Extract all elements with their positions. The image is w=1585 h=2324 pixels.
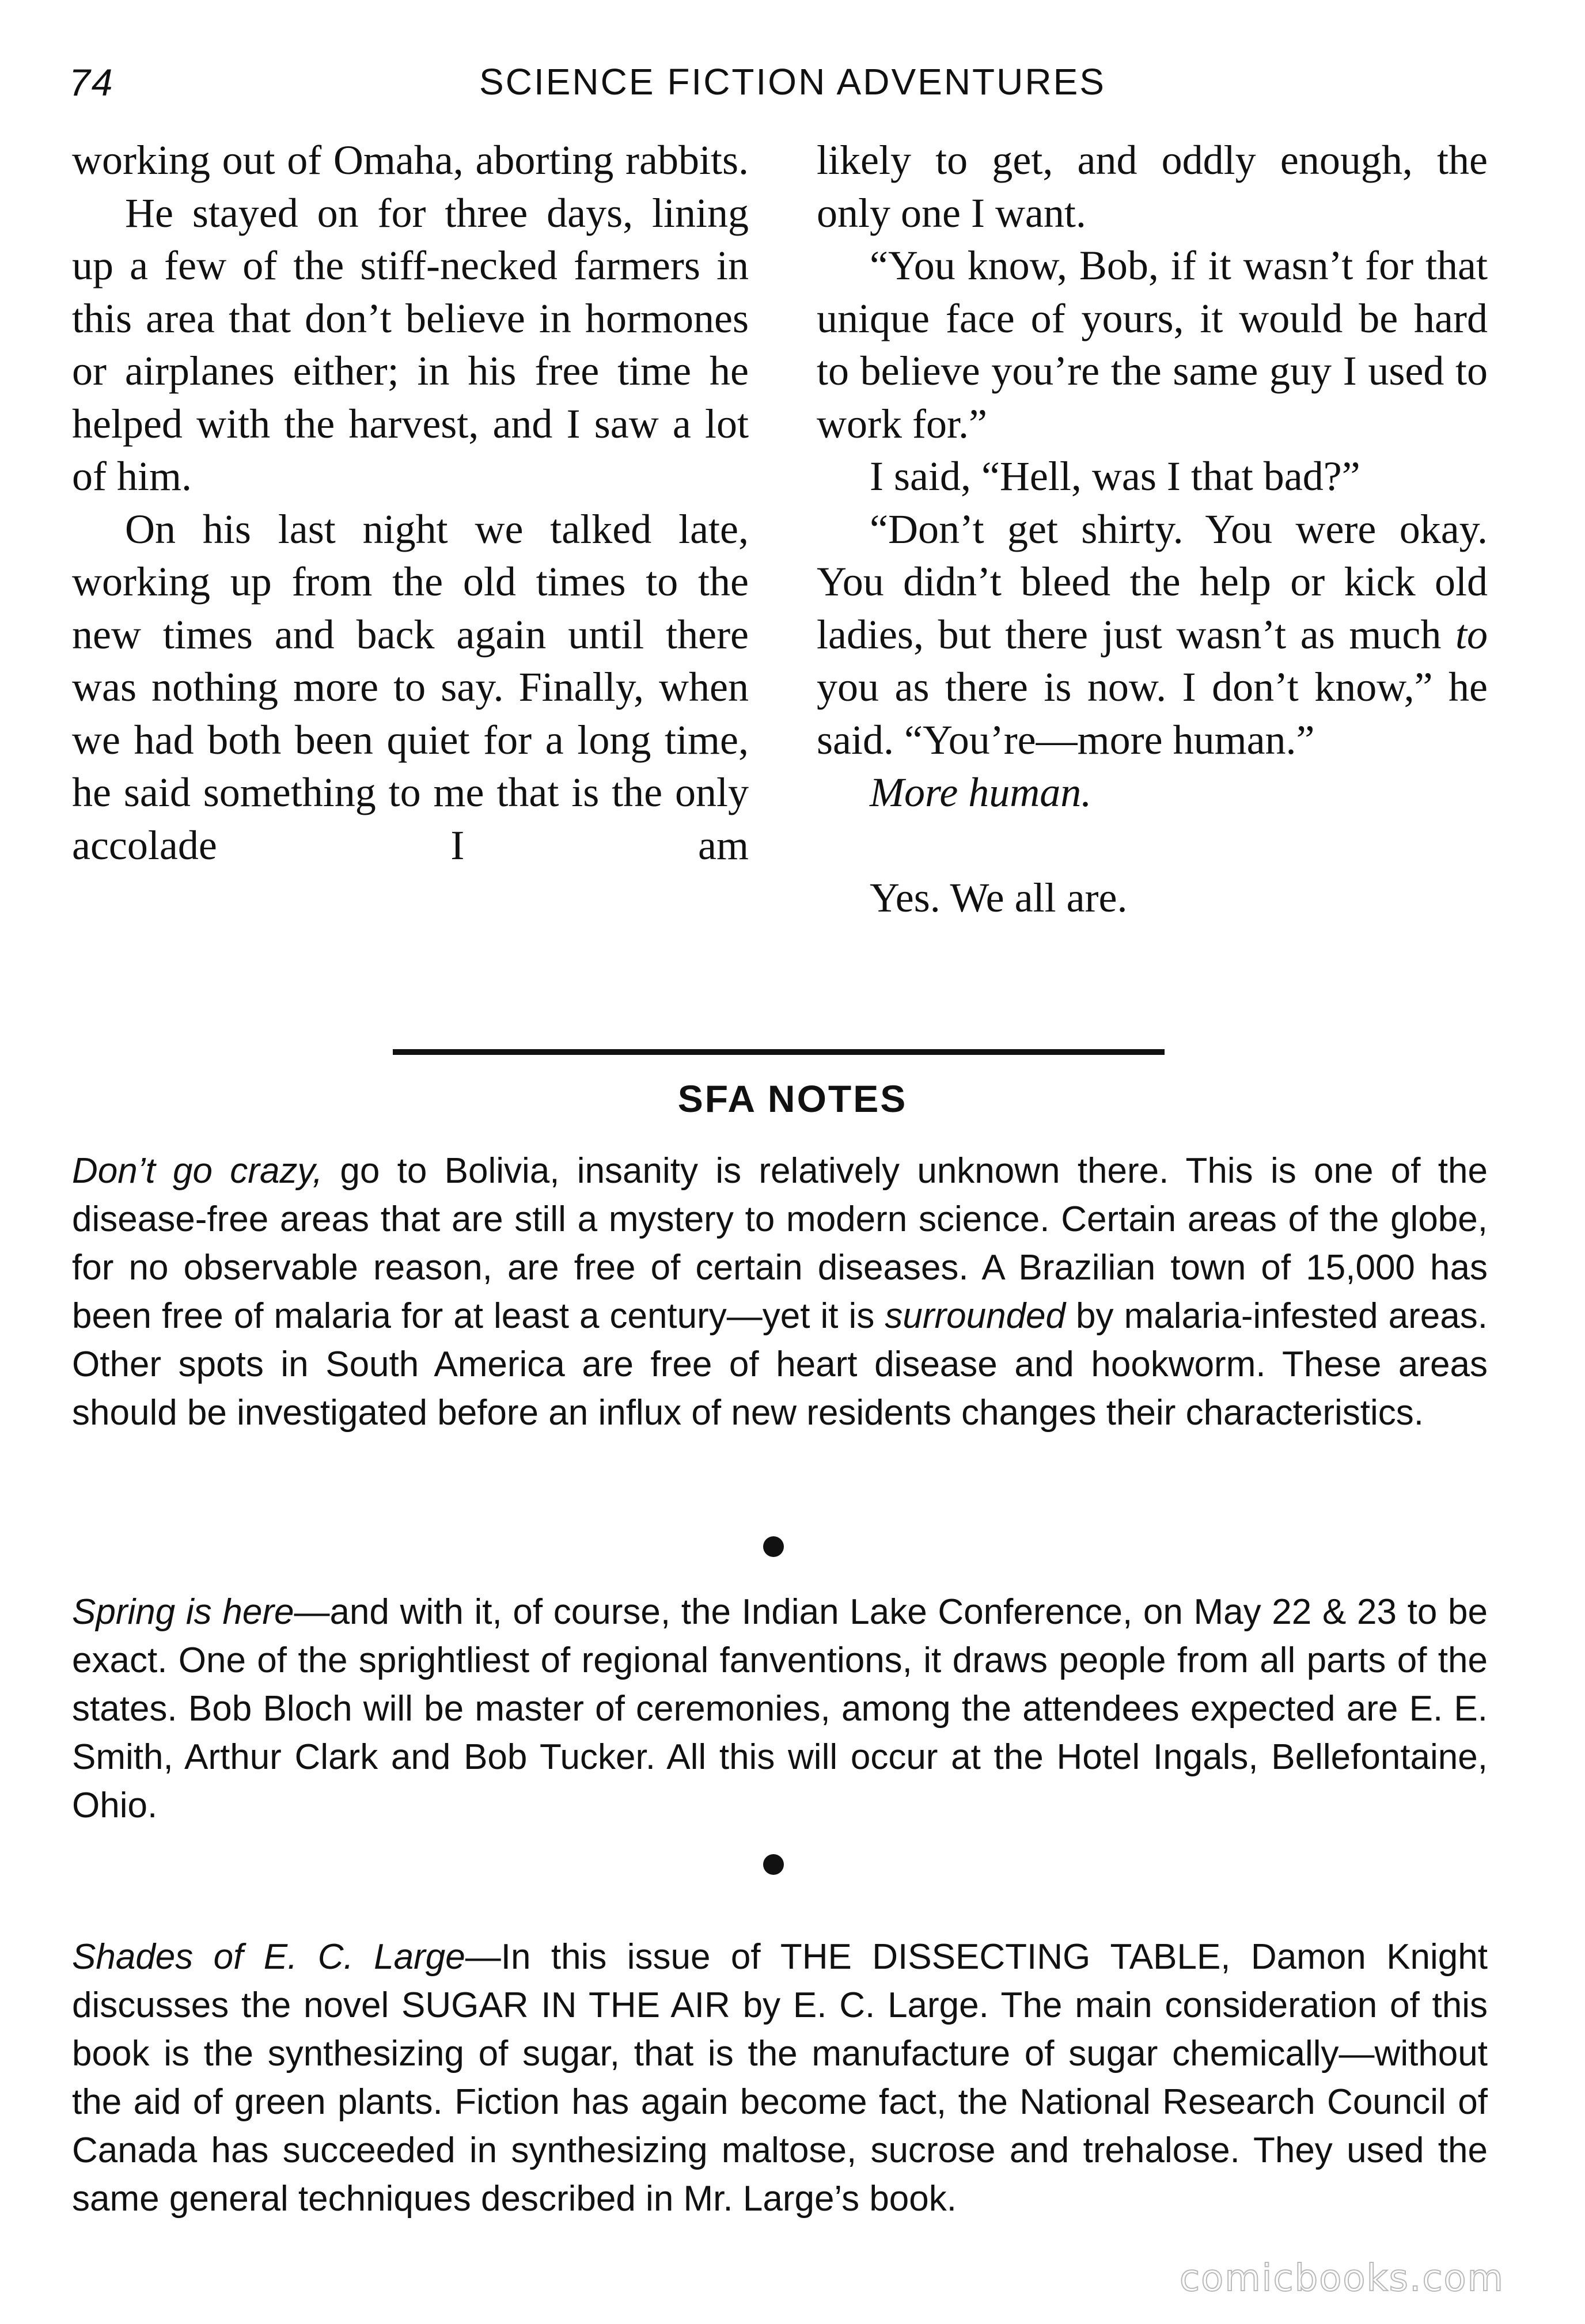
note-emphasis: surrounded [885, 1296, 1066, 1336]
note-paragraph [72, 1588, 1488, 1830]
story-paragraph: He stayed on for three days, lining up a few of the stiff-necked farmers in this area that don’t believe in hormones or airplanes either; in his free time he helped with the harvest, and I saw a lot of him. [72, 189, 749, 499]
story-emphasis: to [1455, 611, 1488, 658]
story-emphasis: More human. [870, 769, 1092, 815]
story-paragraph: working out of Omaha, aborting rabbits. [72, 137, 749, 183]
page-header [0, 60, 1585, 124]
story-paragraph: “You know, Bob, if it wasn’t for that unique face of yours, it would be hard to believe you’re the same guy I used to work for.” [817, 242, 1488, 447]
story-text: you as there is now. I don’t know,” he said. “You’re—more human.” [817, 664, 1488, 763]
note-item [72, 1933, 1488, 2223]
note-text: —and with it, of course, the Indian Lake Conference, on May 22 & 23 to be exact. One of the sprightliest of regional fanventions, it draws people from all parts of the states. Bob Bloch will be master of ceremonies, among the attendees expected are E. E. Smith, Arthur Clark and Bob Tucker. All this will occur at the Hotel Ingals, Bellefontaine, Ohio. [72, 1592, 1488, 1825]
note-text: —In this issue of THE DISSECTING TABLE, Damon Knight discusses the novel SUGAR IN THE AIR by E. C. Large. The main consideration of this book is the synthesizing of sugar, that is the manufacture of sugar chemically—without the aid of green plants. Fiction has again become fact, the National Research Council of Canada has succeeded in synthesizing maltose, sucrose and trehalose. They used the same general techniques described in Mr. Large’s book. [72, 1937, 1488, 2219]
paragraph-gap [817, 819, 1488, 872]
note-paragraph [72, 1147, 1488, 1437]
story-closing-line: Yes. We all are. [870, 875, 1128, 921]
page-number: 74 [69, 61, 114, 104]
story-text: “Don’t get shirty. You were okay. You didn’t bleed the help or kick old ladies, but there just wasn’t as much [817, 506, 1488, 658]
story-column-right [817, 134, 1488, 925]
bullet-separator [763, 1854, 784, 1875]
note-lead: Don’t go crazy, [72, 1151, 323, 1191]
story-paragraph: On his last night we talked late, working up from the old times to the new times and back again until there was nothing more to say. Finally, when we had both been quiet for a long time, he said something to me that is the only accolade I am [72, 506, 749, 868]
magazine-title: SCIENCE FICTION ADVENTURES [479, 61, 1106, 102]
story-paragraph: I said, “Hell, was I that bad?” [870, 453, 1360, 499]
story-column-left [72, 134, 749, 872]
section-divider-rule [393, 1049, 1165, 1055]
bullet-separator [763, 1536, 784, 1557]
story-paragraph [817, 503, 1488, 767]
note-lead: Spring is here [72, 1592, 294, 1632]
note-text: go to Bolivia, insanity is relatively unknown there. This is one of the disease-free areas that are still a mystery to modern science. Certain areas of the globe, for no observable reason, are free of certain diseases. A Brazilian town of 15,000 has been free of malaria for at least a century—yet it is [72, 1151, 1488, 1336]
note-item [72, 1147, 1488, 1437]
watermark: comicbooks.com [1179, 2257, 1504, 2300]
note-text: by malaria-infested areas. Other spots in South America are free of heart disease and hookworm. These areas should be investigated before an influx of new residents changes their characteristics. [72, 1296, 1488, 1433]
story-paragraph-italic [817, 766, 1488, 819]
notes-title: SFA NOTES [677, 1077, 908, 1120]
note-paragraph [72, 1933, 1488, 2223]
note-lead: Shades of E. C. Large [72, 1937, 465, 1977]
note-item [72, 1588, 1488, 1830]
story-paragraph: likely to get, and oddly enough, the only one I want. [817, 137, 1488, 236]
